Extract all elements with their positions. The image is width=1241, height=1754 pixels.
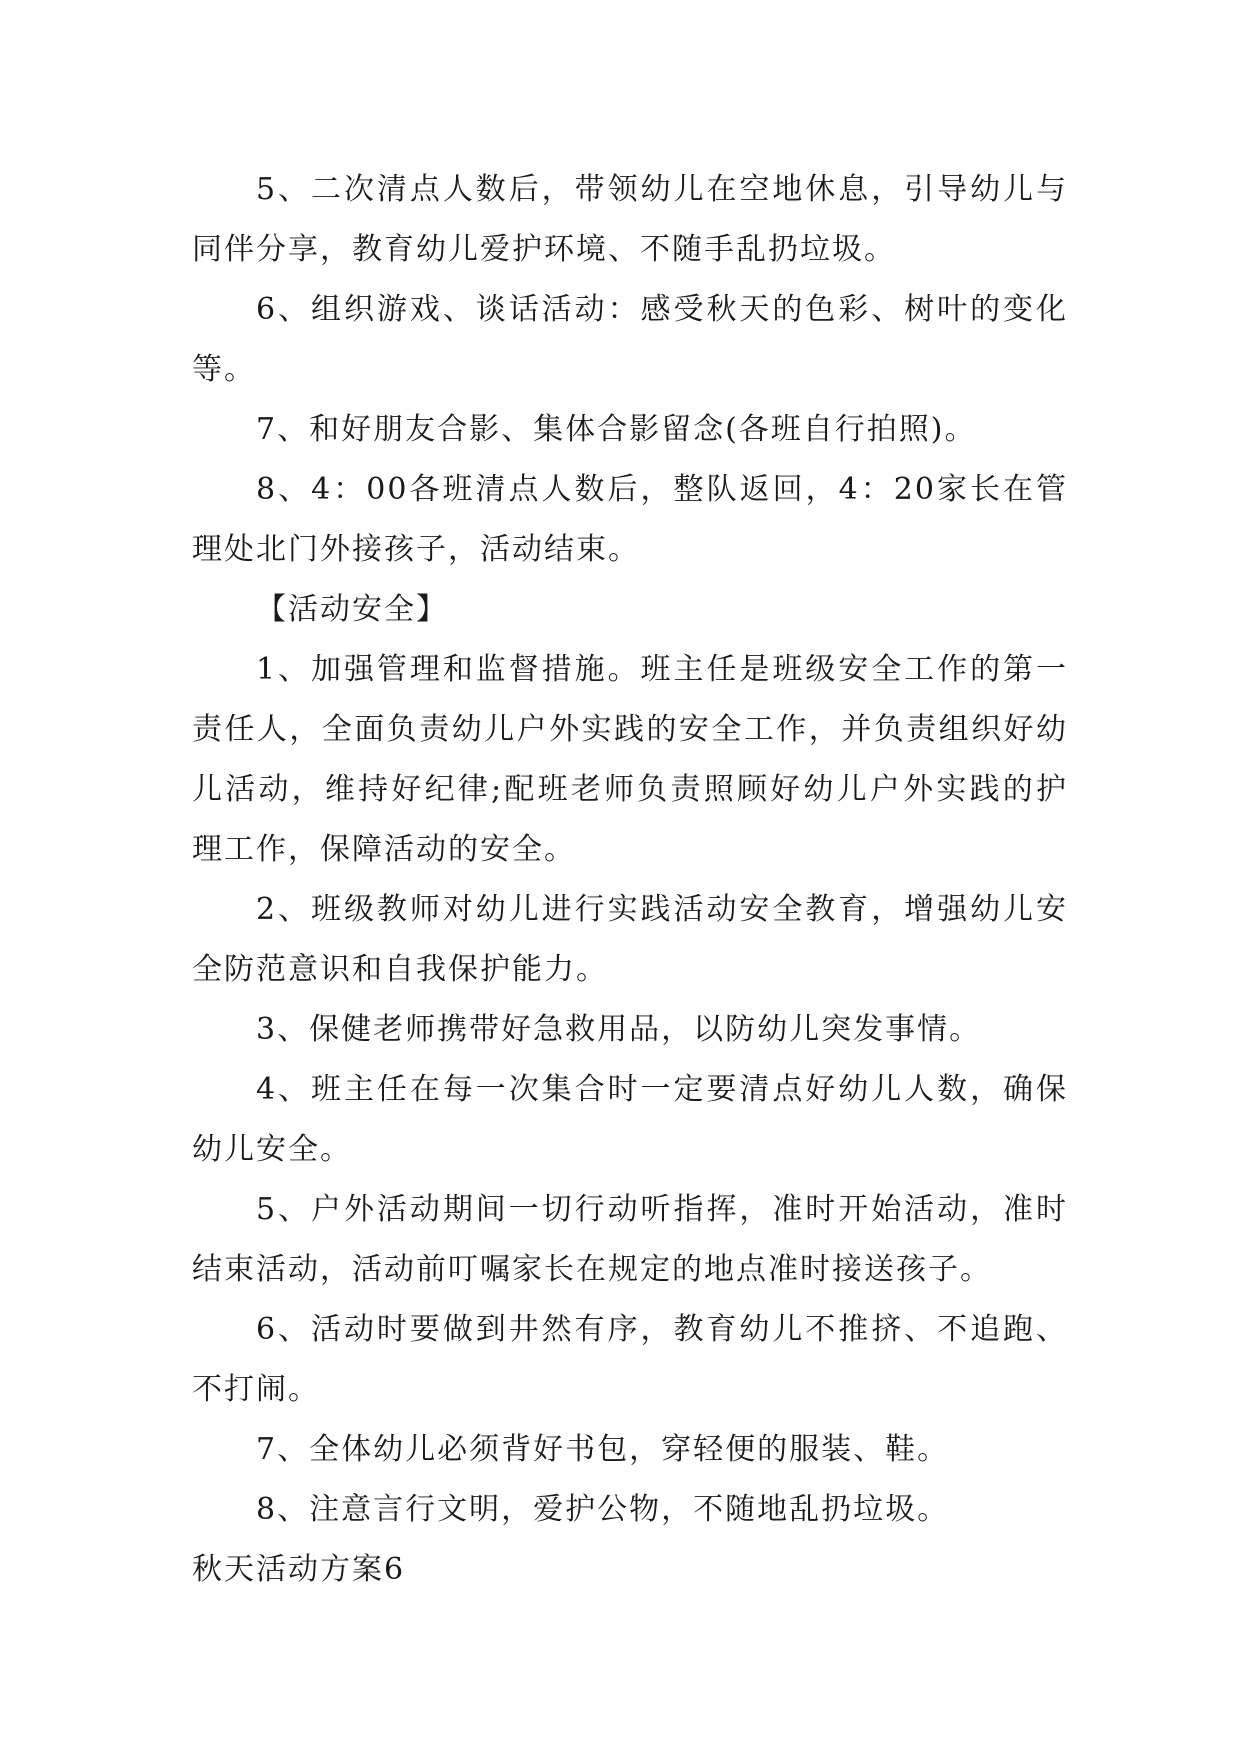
paragraph-step-5: 5、二次清点人数后，带领幼儿在空地休息，引导幼儿与同伴分享，教育幼儿爱护环境、不随手乱扔垃圾。 xyxy=(192,172,1068,267)
safety-item-2: 2、班级教师对幼儿进行实践活动安全教育，增强幼儿安全防范意识和自我保护能力。 xyxy=(192,892,1068,987)
safety-item-7: 7、全体幼儿必须背好书包，穿轻便的服装、鞋。 xyxy=(256,1432,950,1467)
next-section-heading: 秋天活动方案6 xyxy=(192,1552,406,1587)
document-body xyxy=(192,160,1068,1600)
safety-item-6: 6、活动时要做到井然有序，教育幼儿不推挤、不追跑、不打闹。 xyxy=(192,1312,1068,1407)
paragraph-step-7: 7、和好朋友合影、集体合影留念(各班自行拍照)。 xyxy=(256,412,977,447)
section-title-safety: 【活动安全】 xyxy=(256,592,448,627)
safety-item-5: 5、户外活动期间一切行动听指挥，准时开始活动，准时结束活动，活动前叮嘱家长在规定的地点准时接送孩子。 xyxy=(192,1192,1068,1287)
safety-item-3: 3、保健老师携带好急救用品，以防幼儿突发事情。 xyxy=(256,1012,982,1047)
safety-item-4: 4、班主任在每一次集合时一定要清点好幼儿人数，确保幼儿安全。 xyxy=(192,1072,1068,1167)
paragraph-step-8: 8、4：00各班清点人数后，整队返回，4：20家长在管理处北门外接孩子，活动结束。 xyxy=(192,472,1068,567)
safety-item-8: 8、注意言行文明，爱护公物，不随地乱扔垃圾。 xyxy=(256,1492,950,1527)
paragraph-step-6: 6、组织游戏、谈话活动：感受秋天的色彩、树叶的变化等。 xyxy=(192,292,1068,387)
safety-item-1: 1、加强管理和监督措施。班主任是班级安全工作的第一责任人，全面负责幼儿户外实践的安全工作，并负责组织好幼儿活动，维持好纪律;配班老师负责照顾好幼儿户外实践的护理工作，保障活动的安全。 xyxy=(192,652,1068,867)
